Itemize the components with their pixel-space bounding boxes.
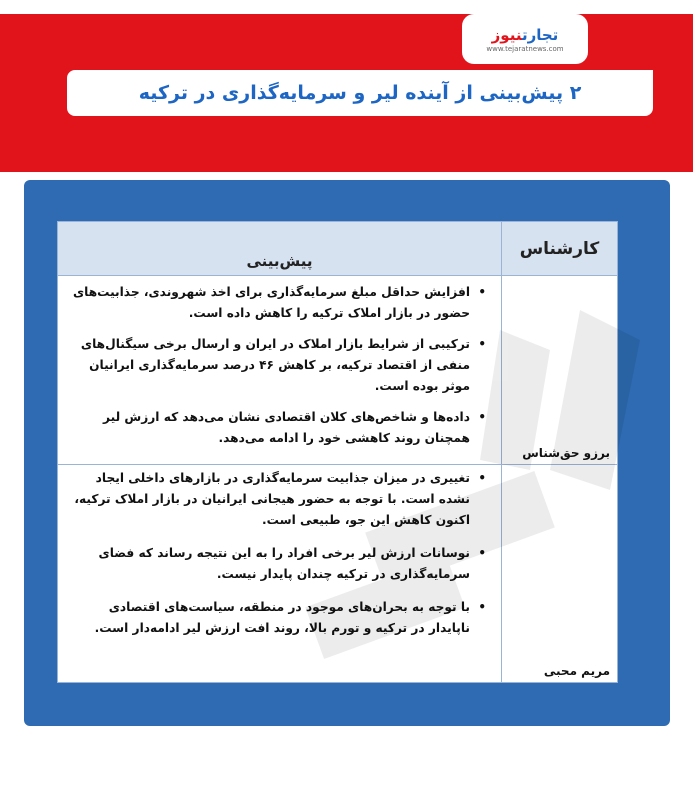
list-item: • با توجه به بحران‌های موجود در منطقه، سیاست‌های اقتصادی ناپایدار در ترکیه و تورم بالا، روند افت ارزش لیر ادامه‌دار است. <box>72 597 492 639</box>
header-prediction: پیش‌بینی <box>246 252 313 270</box>
column-divider <box>501 222 502 682</box>
header-expert: کارشناس <box>519 239 600 259</box>
prediction-list-row-1 <box>72 282 492 449</box>
prediction-table <box>57 221 618 683</box>
list-item: • افزایش حداقل مبلغ سرمایه‌گذاری برای اخذ شهروندی، جذابیت‌های حضور در بازار املاک ترکیه را کاهش داده است. <box>72 282 492 324</box>
list-item: • نوسانات ارزش لیر برخی افراد را به این نتیجه رساند که فضای سرمایه‌گذاری در ترکیه چندان پایدار نیست. <box>72 543 492 585</box>
expert-name-row-1: برزو حق‌شناس <box>522 446 610 460</box>
list-item: • داده‌ها و شاخص‌های کلان اقتصادی نشان می‌دهد که ارزش لیر همچنان روند کاهشی خود را ادامه می‌دهد. <box>72 407 492 449</box>
brand-logo <box>462 14 588 64</box>
logo-url: www.tejaratnews.com <box>486 44 564 53</box>
row-divider <box>58 464 617 465</box>
logo-wordmark: تجارتنیوز <box>491 25 559 44</box>
expert-name-row-2: مریم محبی <box>543 664 610 678</box>
list-item: • تغییری در میزان جذابیت سرمایه‌گذاری در بازارهای داخلی ایجاد نشده است. با توجه به حضور هیجانی ایرانیان در بازار املاک ترکیه، اکنون کاهش این جو، طبیعی است. <box>72 468 492 531</box>
list-item: • ترکیبی از شرایط بازار املاک در ایران و ارسال برخی سیگنال‌های منفی از اقتصاد ترکیه، بر کاهش ۴۶ درصد سرمایه‌گذاری ایرانیان موثر بوده است. <box>72 334 492 397</box>
prediction-list-row-2 <box>72 468 492 639</box>
page-title: ۲ پیش‌بینی از آینده لیر و سرمایه‌گذاری در ترکیه <box>138 82 582 104</box>
